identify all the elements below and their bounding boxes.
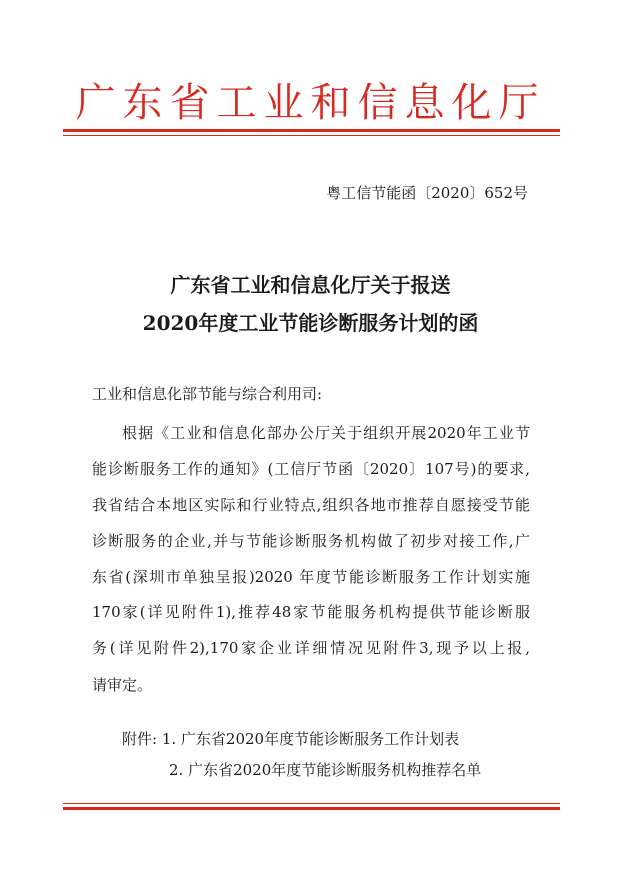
document-title-line-1: 广东省工业和信息化厅关于报送 — [170, 273, 451, 297]
footer-rule-thin — [63, 803, 560, 804]
body-line: 我省结合本地区实际和行业特点,组织各地市推荐自愿接受节能 — [92, 496, 530, 514]
document-number: 粤工信节能函〔2020〕652号 — [326, 184, 528, 202]
body-line: 请审定。 — [92, 676, 153, 694]
body-line: 170家(详见附件1),推荐48家节能服务机构提供节能诊断服 — [92, 603, 530, 621]
body-line: 能诊断服务工作的通知》(工信厅节函〔2020〕107号)的要求, — [92, 460, 530, 478]
recipient: 工业和信息化部节能与综合利用司: — [92, 385, 323, 403]
attachment-item-1: 附件: 1. 广东省2020年度节能诊断服务工作计划表 — [122, 730, 460, 748]
attachment-item-2: 2. 广东省2020年度节能诊断服务机构推荐名单 — [169, 761, 482, 779]
document-title-line-2: 2020年度工业节能诊断服务计划的函 — [142, 311, 479, 335]
footer-rule-thick — [63, 807, 560, 810]
body-line: 根据《工业和信息化部办公厅关于组织开展2020年工业节 — [122, 424, 530, 442]
letterhead-rule-thin — [63, 135, 560, 136]
body-line: 诊断服务的企业,并与节能诊断服务机构做了初步对接工作,广 — [92, 532, 530, 550]
body-line: 务(详见附件2),170家企业详细情况见附件3,现予以上报, — [92, 639, 530, 657]
body-line: 东省(深圳市单独呈报)2020 年度节能诊断服务工作计划实施 — [92, 568, 530, 586]
letterhead-rule-thick — [63, 129, 560, 132]
letterhead-title: 广东省工业和信息化厅 — [75, 80, 546, 126]
